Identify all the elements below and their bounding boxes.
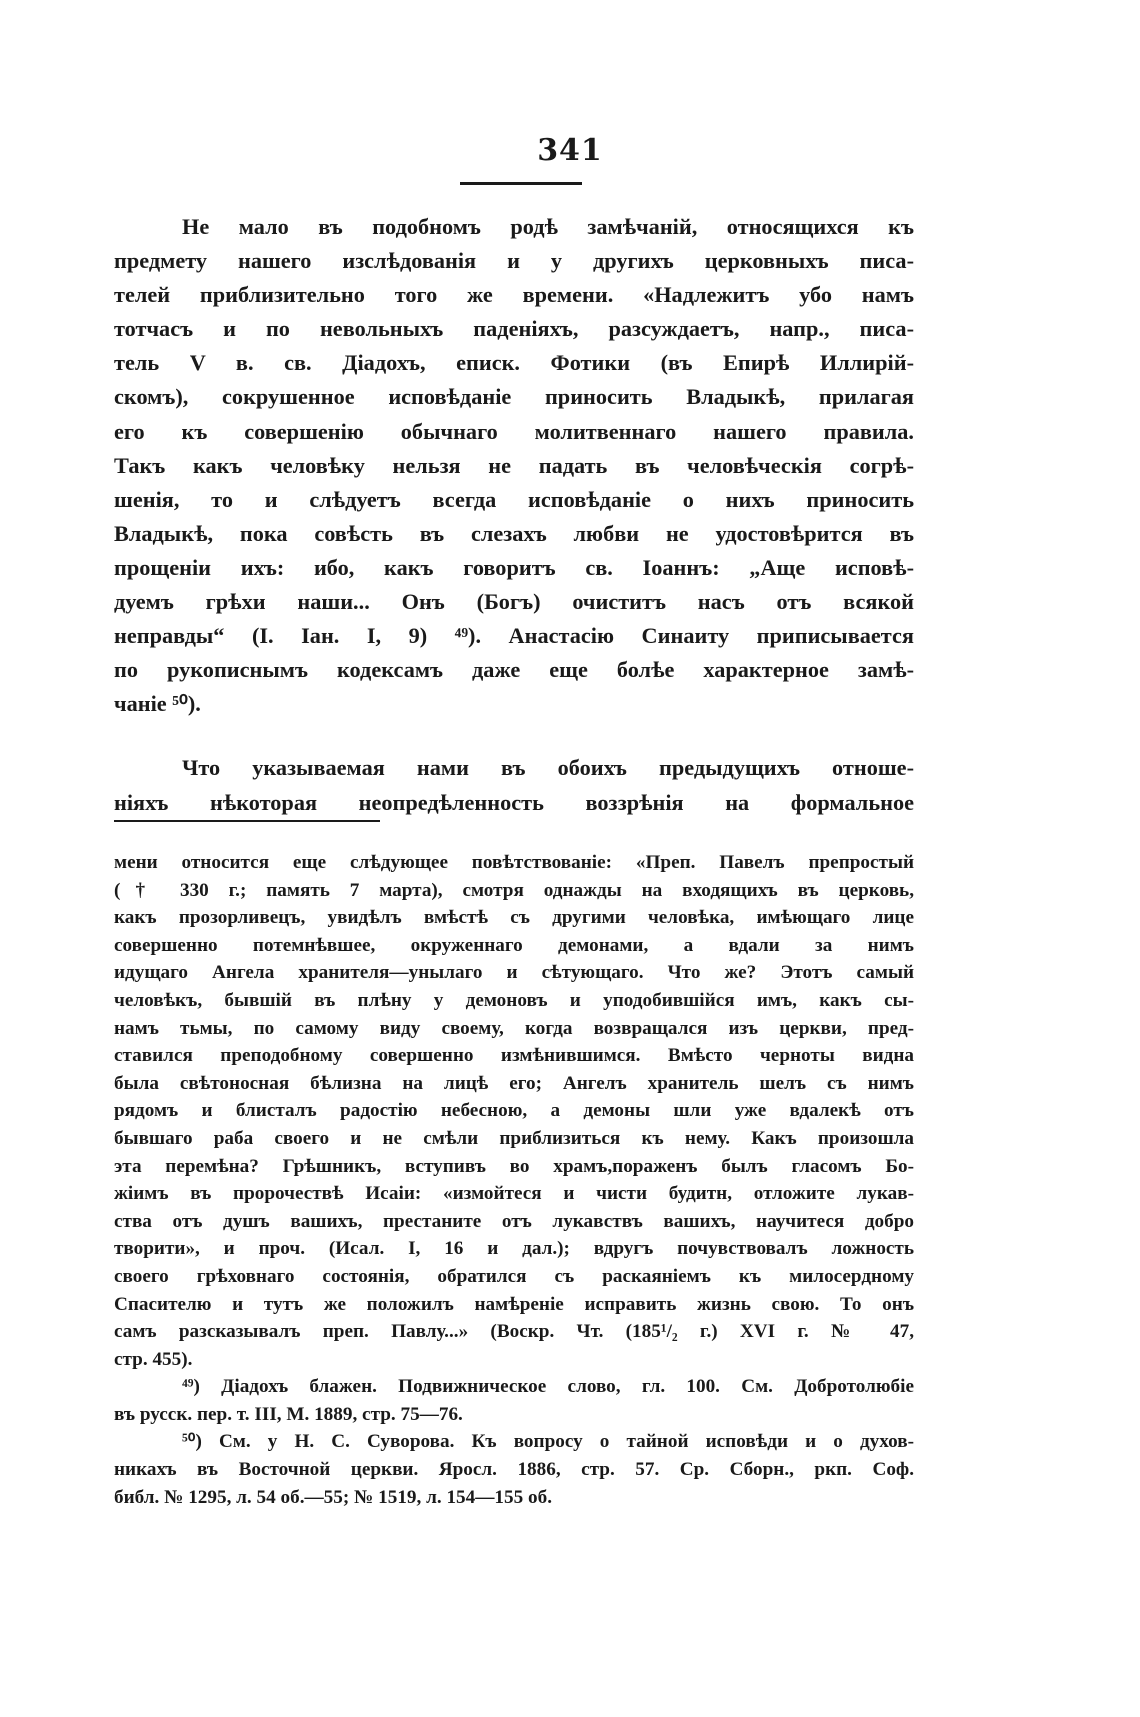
text-line: Не мало въ подобномъ родѣ замѣчаній, относящихся къ (182, 214, 914, 239)
text-line: телей приблизительно того же времени. «Надлежитъ убо намъ (114, 282, 914, 308)
text-line: дуемъ грѣхи наши... Онъ (Богъ) очиститъ насъ отъ всякой (114, 589, 914, 615)
footnote-50 (114, 1428, 914, 1511)
footnote-line: († 330 г.; память 7 марта), смотря однажды на входящихъ въ церковь, (114, 879, 914, 901)
footnote-line: самъ разсказывалъ преп. Павлу...» (Воскр. Чт. (185¹/₂ г.) XVI г. № 47, (114, 1321, 914, 1343)
footnote-line: своего грѣховнаго состоянія, обратился съ раскаяніемъ къ милосердному (114, 1265, 914, 1287)
footnote-line: библ. № 1295, л. 54 об.—55; № 1519, л. 154—155 об. (114, 1486, 552, 1508)
text-line: прощеніи ихъ: ибо, какъ говоритъ св. Іоаннъ: „Аще исповѣ- (114, 554, 914, 580)
text-line: предмету нашего изслѣдованія и у другихъ церковныхъ писа- (114, 248, 914, 274)
main-text (114, 210, 914, 820)
text-line: Владыкѣ, пока совѣсть въ слезахъ любви не удостовѣрится въ (114, 520, 914, 546)
text-line: шенія, то и слѣдуетъ всегда исповѣданіе о нихъ приносить (114, 486, 914, 512)
footnote-line: была свѣтоносная бѣлизна на лицѣ его; Ангелъ хранитель шелъ съ нимъ (114, 1072, 914, 1094)
footnote-line: совершенно потемнѣвшее, окруженнаго демонами, а вдали за нимъ (114, 934, 914, 956)
text-line: его къ совершенію обычнаго молитвеннаго нашего правила. (114, 418, 914, 444)
footnote-line: ⁴⁹) Діадохъ блажен. Подвижническое слово, гл. 100. См. Добротолюбіе (182, 1376, 914, 1398)
text-line: Что указываемая нами въ обоихъ предыдущихъ отноше- (182, 755, 914, 781)
footnote-line: творити», и проч. (Исал. І, 16 и дал.); вдругъ почувствовалъ ложность (114, 1238, 914, 1260)
paragraph (114, 210, 914, 721)
text-line: Такъ какъ человѣку нельзя не падать въ человѣческія согрѣ- (114, 452, 914, 478)
footnote-line: Спасителю и тутъ же положилъ намѣреніе исправить жизнь свою. То онъ (114, 1293, 914, 1315)
text-line: тель V в. св. Діадохъ, еписк. Фотики (въ Епирѣ Иллирій- (114, 350, 914, 376)
footnote-line: мени относится еще слѣдующее повѣтствованіе: «Преп. Павелъ препростый (114, 852, 914, 873)
text-line: тотчасъ и по невольныхъ паденіяхъ, разсуждаетъ, напр., писа- (114, 316, 914, 342)
footnote-49 (114, 1373, 914, 1428)
footnotes (114, 849, 914, 1511)
footnote-line: намъ тьмы, по самому виду своему, когда возвращался изъ церкви, пред- (114, 1017, 914, 1039)
paragraph (114, 751, 914, 819)
footnote-continuation (114, 849, 914, 1373)
footnote-line: какъ прозорливецъ, увидѣлъ вмѣстѣ съ другими человѣка, имѣющаго лице (114, 907, 914, 929)
text-line: неправды“ (І. Іан. І, 9) ⁴⁹). Анастасію Синаиту приписывается (114, 623, 914, 649)
footnote-line: въ русск. пер. т. III, М. 1889, стр. 75—76. (114, 1403, 463, 1425)
footnote-line: эта перемѣна? Грѣшникъ, вступивъ во храмъ,пораженъ былъ гласомъ Бо- (114, 1155, 914, 1177)
page-number: 341 (537, 133, 603, 168)
footnote-line: ства отъ душъ вашихъ, престаните отъ лукавствъ вашихъ, научитеся добро (114, 1210, 914, 1232)
page-number-rule (460, 182, 582, 185)
footnote-line: идущаго Ангела хранителя—унылаго и сѣтующаго. Что же? Этотъ самый (114, 962, 914, 984)
text-line: скомъ), сокрушенное исповѣданіе приносить Владыкѣ, прилагая (114, 384, 914, 410)
text-line: чаніе ⁵⁰). (114, 691, 201, 717)
paragraph-gap (114, 721, 914, 751)
footnote-separator (114, 820, 380, 822)
footnote-line: рядомъ и блисталъ радостію небесною, а демоны шли уже вдалекѣ отъ (114, 1100, 914, 1122)
footnote-line: человѣкъ, бывшій въ плѣну у демоновъ и уподобившійся имъ, какъ сы- (114, 989, 914, 1011)
footnote-line: жіимъ въ пророчествѣ Исаіи: «измойтеся и чисти будитн, отложите лукав- (114, 1183, 914, 1205)
text-line: по рукописнымъ кодексамъ даже еще болѣе характерное замѣ- (114, 657, 914, 683)
footnote-line: никахъ въ Восточной церкви. Яросл. 1886, стр. 57. Ср. Сборн., ркп. Соф. (114, 1459, 914, 1481)
footnote-line: бывшаго раба своего и не смѣли приблизиться къ нему. Какъ произошла (114, 1127, 914, 1149)
footnote-line: ⁵⁰) См. у Н. С. Суворова. Къ вопросу о тайной исповѣди и о духов- (182, 1431, 914, 1453)
footnote-line: стр. 455). (114, 1348, 193, 1370)
text-line: ніяхъ нѣкоторая неопредѣленность воззрѣнія на формальное (114, 789, 914, 815)
footnote-line: ставился преподобному совершенно измѣнившимся. Вмѣсто черноты видна (114, 1045, 914, 1067)
